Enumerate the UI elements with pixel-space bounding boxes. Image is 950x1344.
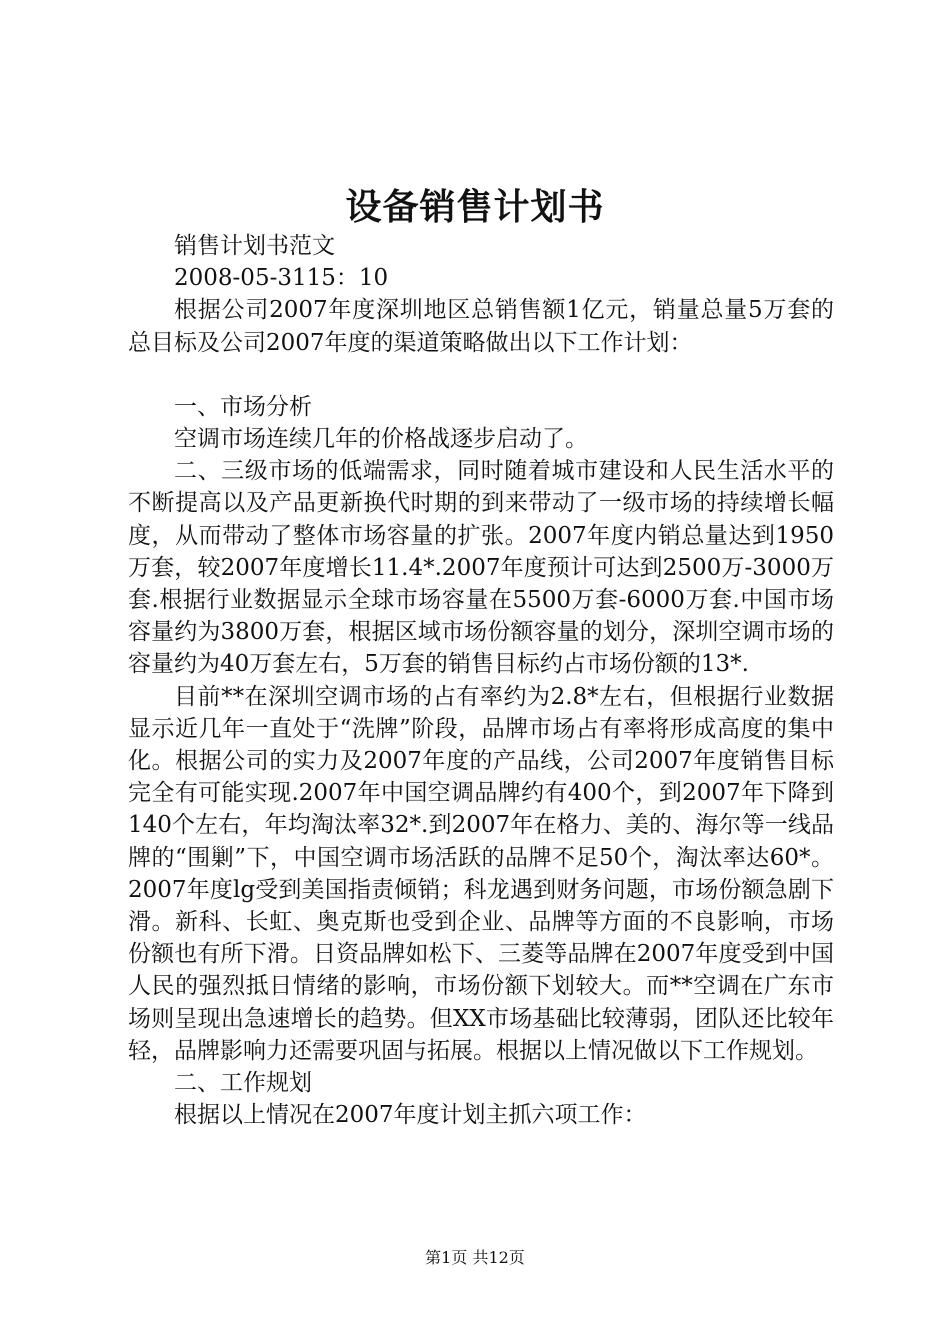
page-number-footer: 第1页 共12页 (425, 1248, 525, 1267)
paragraph-intro: 根据公司2007年度深圳地区总销售额1亿元，销量总量5万套的总目标及公司2007年度的渠道策略做出以下工作计划： (128, 297, 834, 356)
paragraph-timestamp: 2008-05-3115：10 (174, 265, 389, 292)
paragraph-subtitle: 销售计划书范文 (174, 233, 335, 259)
section-heading-market-analysis: 一、市场分析 (174, 393, 312, 420)
paragraph-market-2: 二、三级市场的低端需求，同时随着城市建设和人民生活水平的不断提高以及产品更新换代时期的到来带动了一级市场的持续增长幅度，从而带动了整体市场容量的扩张。2007年度内销总量达到1950万套，较2007年度增长11.4*.2007年度预计可达到2500万-3000万套.根据行业数据显示全球市场容量在5500万套-6000万套.中国市场容量约为3800万套，根据区域市场份额容量的划分，深圳空调市场的容量约为40万套左右，5万套的销售目标约占市场份额的13*. (128, 458, 834, 678)
paragraph-work-plan: 根据以上情况在2007年度计划主抓六项工作： (174, 1102, 647, 1129)
document-title: 设备销售计划书 (345, 187, 605, 228)
document-body (128, 230, 834, 1131)
section-heading-work-plan: 二、工作规划 (174, 1070, 312, 1097)
paragraph-market-3: 目前**在深圳空调市场的占有率约为2.8*左右，但根据行业数据显示近几年一直处于“洗牌”阶段，品牌市场占有率将形成高度的集中化。根据公司的实力及2007年度的产品线，公司2007年度销售目标完全有可能实现.2007年中国空调品牌约有400个，到2007年下降到140个左右，年均淘汰率32*.到2007年在格力、美的、海尔等一线品牌的“围剿”下，中国空调市场活跃的品牌不足50个，淘汰率达60*。2007年度lg受到美国指责倾销；科龙遇到财务问题，市场份额急剧下滑。新科、长虹、奥克斯也受到企业、品牌等方面的不良影响，市场份额也有所下滑。日资品牌如松下、三菱等品牌在2007年度受到中国人民的强烈抵日情绪的影响，市场份额下划较大。而**空调在广东市场则呈现出急速增长的趋势。但XX市场基础比较薄弱，团队还比较年轻，品牌影响力还需要巩固与拓展。根据以上情况做以下工作规划。 (128, 683, 834, 1064)
paragraph-market-1: 空调市场连续几年的价格战逐步启动了。 (174, 426, 588, 453)
